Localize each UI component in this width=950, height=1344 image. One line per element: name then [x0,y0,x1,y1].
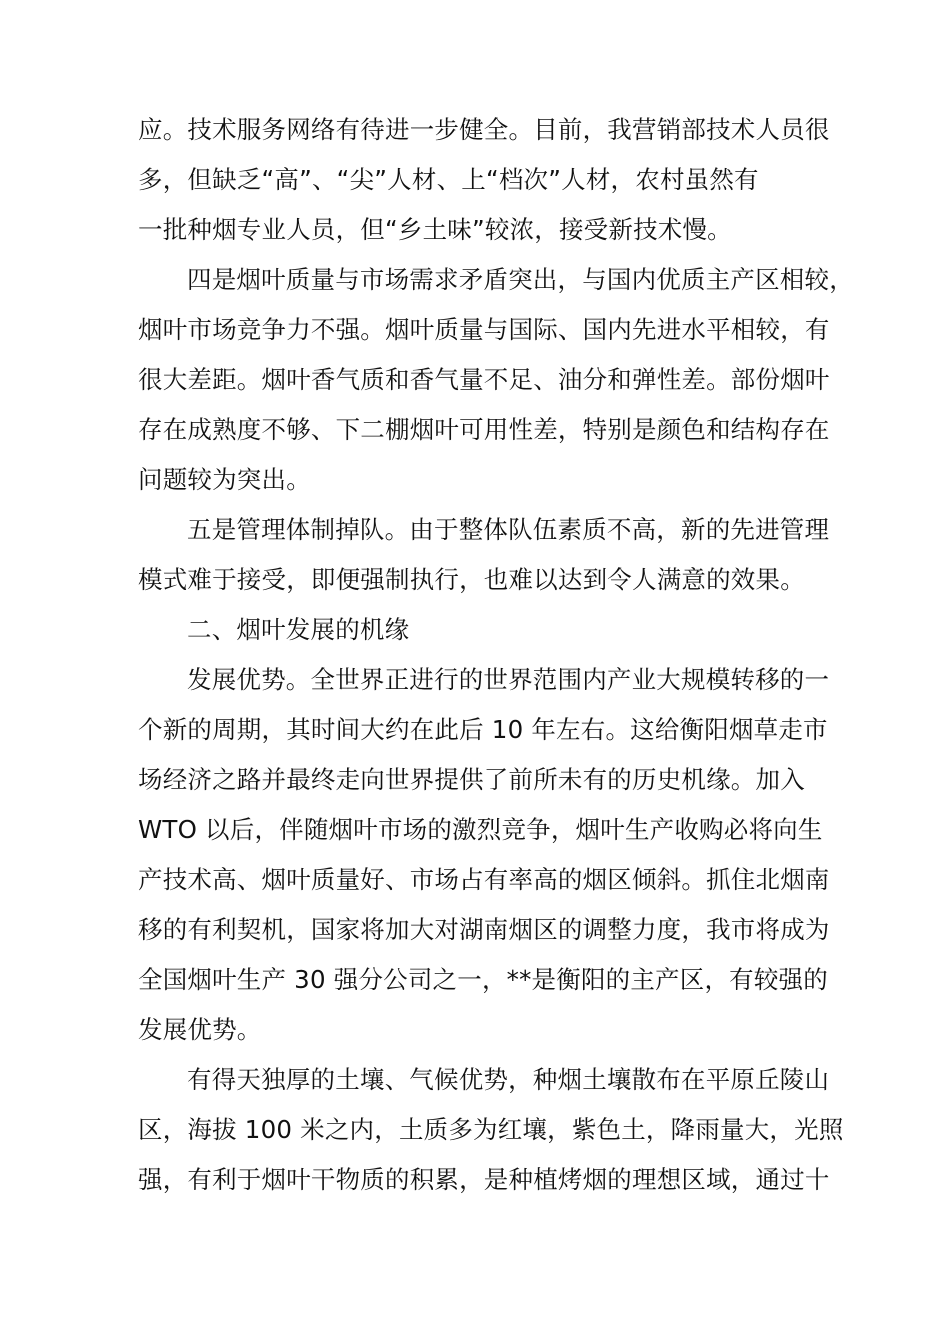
text-line: 移的有利契机，国家将加大对湖南烟区的调整力度，我市将成为 [138,915,830,944]
text-line: 五是管理体制掉队。由于整体队伍素质不高，新的先进管理 [187,515,830,544]
text-line: 产技术高、烟叶质量好、市场占有率高的烟区倾斜。抓住北烟南 [138,865,830,894]
text-line: 发展优势。 [138,1015,262,1044]
text-line: 很大差距。烟叶香气质和香气量不足、油分和弹性差。部份烟叶 [138,365,830,394]
text-line: 应。技术服务网络有待进一步健全。目前，我营销部技术人员很 [138,115,830,144]
text-line: 问题较为突出。 [138,465,311,494]
text-line: 全国烟叶生产 30 强分公司之一，**是衡阳的主产区，有较强的 [138,965,828,994]
text-line: 存在成熟度不够、下二棚烟叶可用性差，特别是颜色和结构存在 [138,415,830,444]
text-line: 模式难于接受，即便强制执行，也难以达到令人满意的效果。 [138,565,805,594]
text-line: 发展优势。全世界正进行的世界范围内产业大规模转移的一 [187,665,830,694]
text-line: 个新的周期，其时间大约在此后 10 年左右。这给衡阳烟草走市 [138,715,828,744]
text-line: 区，海拔 100 米之内，土质多为红壤，紫色土，降雨量大，光照 [138,1115,844,1144]
text-line: 有得天独厚的土壤、气候优势，种烟土壤散布在平原丘陵山 [187,1065,830,1094]
text-line: 多，但缺乏“高”、“尖”人材、上“档次”人材，农村虽然有 [138,165,759,194]
text-line: WTO 以后，伴随烟叶市场的激烈竞争，烟叶生产收购必将向生 [138,815,823,844]
text-line: 场经济之路并最终走向世界提供了前所未有的历史机缘。加入 [138,765,805,794]
section-heading: 二、烟叶发展的机缘 [187,615,410,644]
text-line: 一批种烟专业人员，但“乡土味”较浓，接受新技术慢。 [138,215,732,244]
text-line: 四是烟叶质量与市场需求矛盾突出，与国内优质主产区相较， [187,265,854,294]
text-line: 强，有利于烟叶干物质的积累，是种植烤烟的理想区域，通过十 [138,1165,830,1194]
text-line: 烟叶市场竞争力不强。烟叶质量与国际、国内先进水平相较，有 [138,315,830,344]
